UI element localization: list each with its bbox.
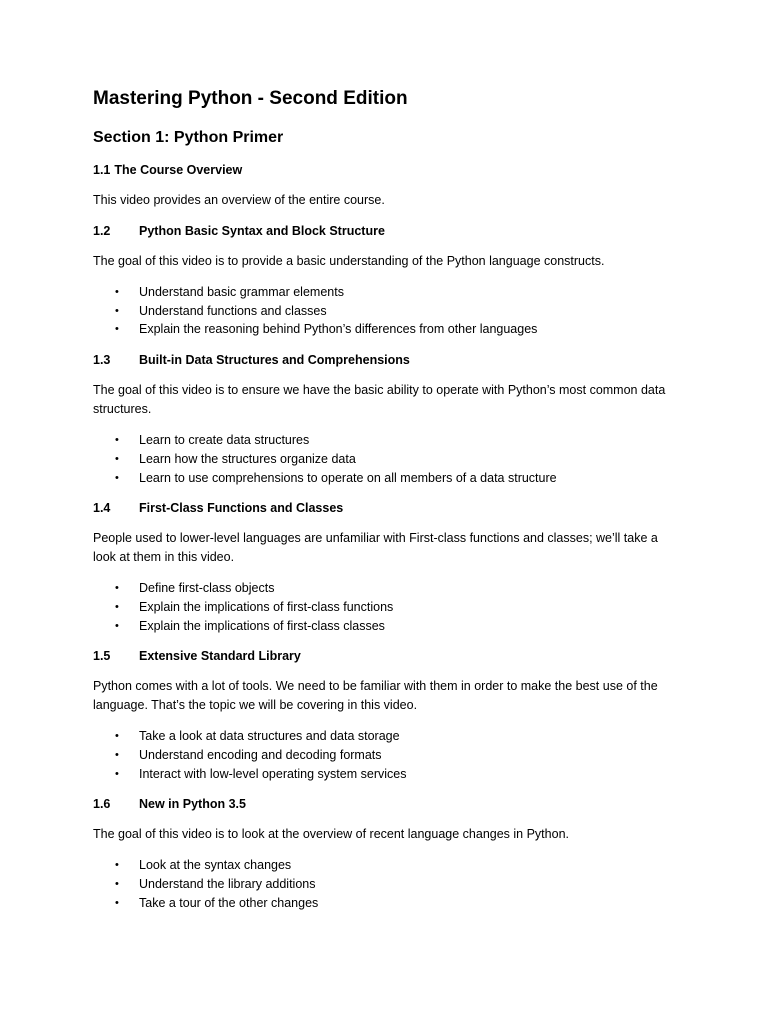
list-item (93, 469, 678, 488)
subsection-heading-text: The Course Overview (114, 163, 243, 177)
bullet-icon: • (115, 323, 119, 336)
subsection-description: This video provides an overview of the entire course. (93, 193, 385, 207)
bullet-icon: • (115, 767, 119, 780)
list-item-text: Learn how the structures organize data (139, 451, 356, 466)
subsection-number: 1.6 (93, 797, 111, 812)
list-item (93, 450, 678, 469)
document-title: Mastering Python - Second Edition (93, 88, 408, 109)
list-item (93, 598, 678, 617)
bullet-icon: • (115, 896, 119, 909)
list-item (93, 579, 678, 598)
bullet-icon: • (115, 582, 119, 595)
bullet-icon: • (115, 878, 119, 891)
bullet-icon: • (115, 286, 119, 298)
bullet-icon: • (115, 452, 119, 465)
list-item (93, 875, 678, 894)
subsection-number: 1.4 (93, 501, 111, 516)
list-item-text: Understand functions and classes (139, 303, 327, 318)
bullet-icon: • (115, 471, 119, 484)
bullet-icon: • (115, 730, 119, 743)
bullet-list (93, 856, 678, 912)
list-item-text: Take a tour of the other changes (139, 895, 319, 910)
bullet-list (93, 283, 678, 339)
list-item (93, 617, 678, 636)
bullet-icon: • (115, 304, 119, 317)
list-item (93, 283, 678, 302)
list-item (93, 302, 678, 321)
bullet-icon: • (115, 859, 119, 872)
subsection-number: 1.1 (93, 163, 111, 177)
list-item-text: Explain the implications of first-class classes (139, 618, 385, 633)
list-item-text: Define first-class objects (139, 581, 275, 596)
list-item-text: Learn to create data structures (139, 433, 310, 448)
subsection-heading (93, 647, 678, 665)
subsection-description: The goal of this video is to look at the overview of recent language changes in Python. (93, 827, 569, 842)
list-item-text: Interact with low-level operating system services (139, 766, 407, 781)
subsection-heading (93, 795, 678, 813)
subsection-1-1 (93, 161, 678, 210)
subsection-heading-text: First-Class Functions and Classes (139, 501, 344, 516)
list-item-text: Explain the reasoning behind Python’s differences from other languages (139, 322, 538, 337)
subsection-description: Python comes with a lot of tools. We need to be familiar with them in order to make the best use of the language. That’s the topic we will be covering in this video. (93, 679, 658, 713)
bullet-icon: • (115, 619, 119, 632)
subsection-description: The goal of this video is to ensure we have the basic ability to operate with Python’s most common data structures. (93, 383, 666, 417)
list-item (93, 856, 678, 875)
subsection-1-6 (93, 795, 678, 912)
list-item (93, 727, 678, 746)
subsection-heading (93, 161, 678, 179)
bullet-list (93, 431, 678, 487)
list-item-text: Understand basic grammar elements (139, 285, 344, 299)
list-item-text: Look at the syntax changes (139, 858, 292, 873)
subsection-heading (93, 499, 678, 517)
subsection-heading (93, 351, 678, 369)
list-item-text: Understand encoding and decoding formats (139, 748, 382, 763)
bullet-list (93, 727, 678, 783)
list-item-text: Understand the library additions (139, 877, 316, 892)
subsection-heading-text: Built-in Data Structures and Comprehensions (139, 353, 410, 368)
subsection-description: The goal of this video is to provide a basic understanding of the Python language constructs. (93, 254, 605, 268)
subsection-heading-text: New in Python 3.5 (139, 797, 246, 812)
subsection-number: 1.2 (93, 224, 111, 238)
subsection-number: 1.3 (93, 353, 111, 368)
section-title: Section 1: Python Primer (93, 129, 284, 146)
list-item-text: Explain the implications of first-class functions (139, 599, 394, 614)
bullet-icon: • (115, 749, 119, 762)
subsection-number: 1.5 (93, 649, 111, 664)
list-item (93, 746, 678, 765)
list-item-text: Learn to use comprehensions to operate on all members of a data structure (139, 470, 557, 485)
subsection-1-3 (93, 351, 678, 487)
list-item (93, 320, 678, 339)
subsection-heading (93, 222, 678, 240)
subsection-1-4 (93, 499, 678, 635)
subsection-1-2 (93, 222, 678, 339)
list-item (93, 431, 678, 450)
bullet-icon: • (115, 434, 119, 447)
list-item (93, 894, 678, 913)
subsection-1-5 (93, 647, 678, 783)
subsection-description: People used to lower-level languages are unfamiliar with First-class functions and classes; we’ll take a look at them in this video. (93, 531, 658, 565)
bullet-list (93, 579, 678, 635)
list-item-text: Take a look at data structures and data storage (139, 729, 400, 744)
subsection-heading-text: Extensive Standard Library (139, 649, 301, 664)
list-item (93, 765, 678, 784)
subsection-heading-text: Python Basic Syntax and Block Structure (139, 224, 385, 238)
bullet-icon: • (115, 600, 119, 613)
